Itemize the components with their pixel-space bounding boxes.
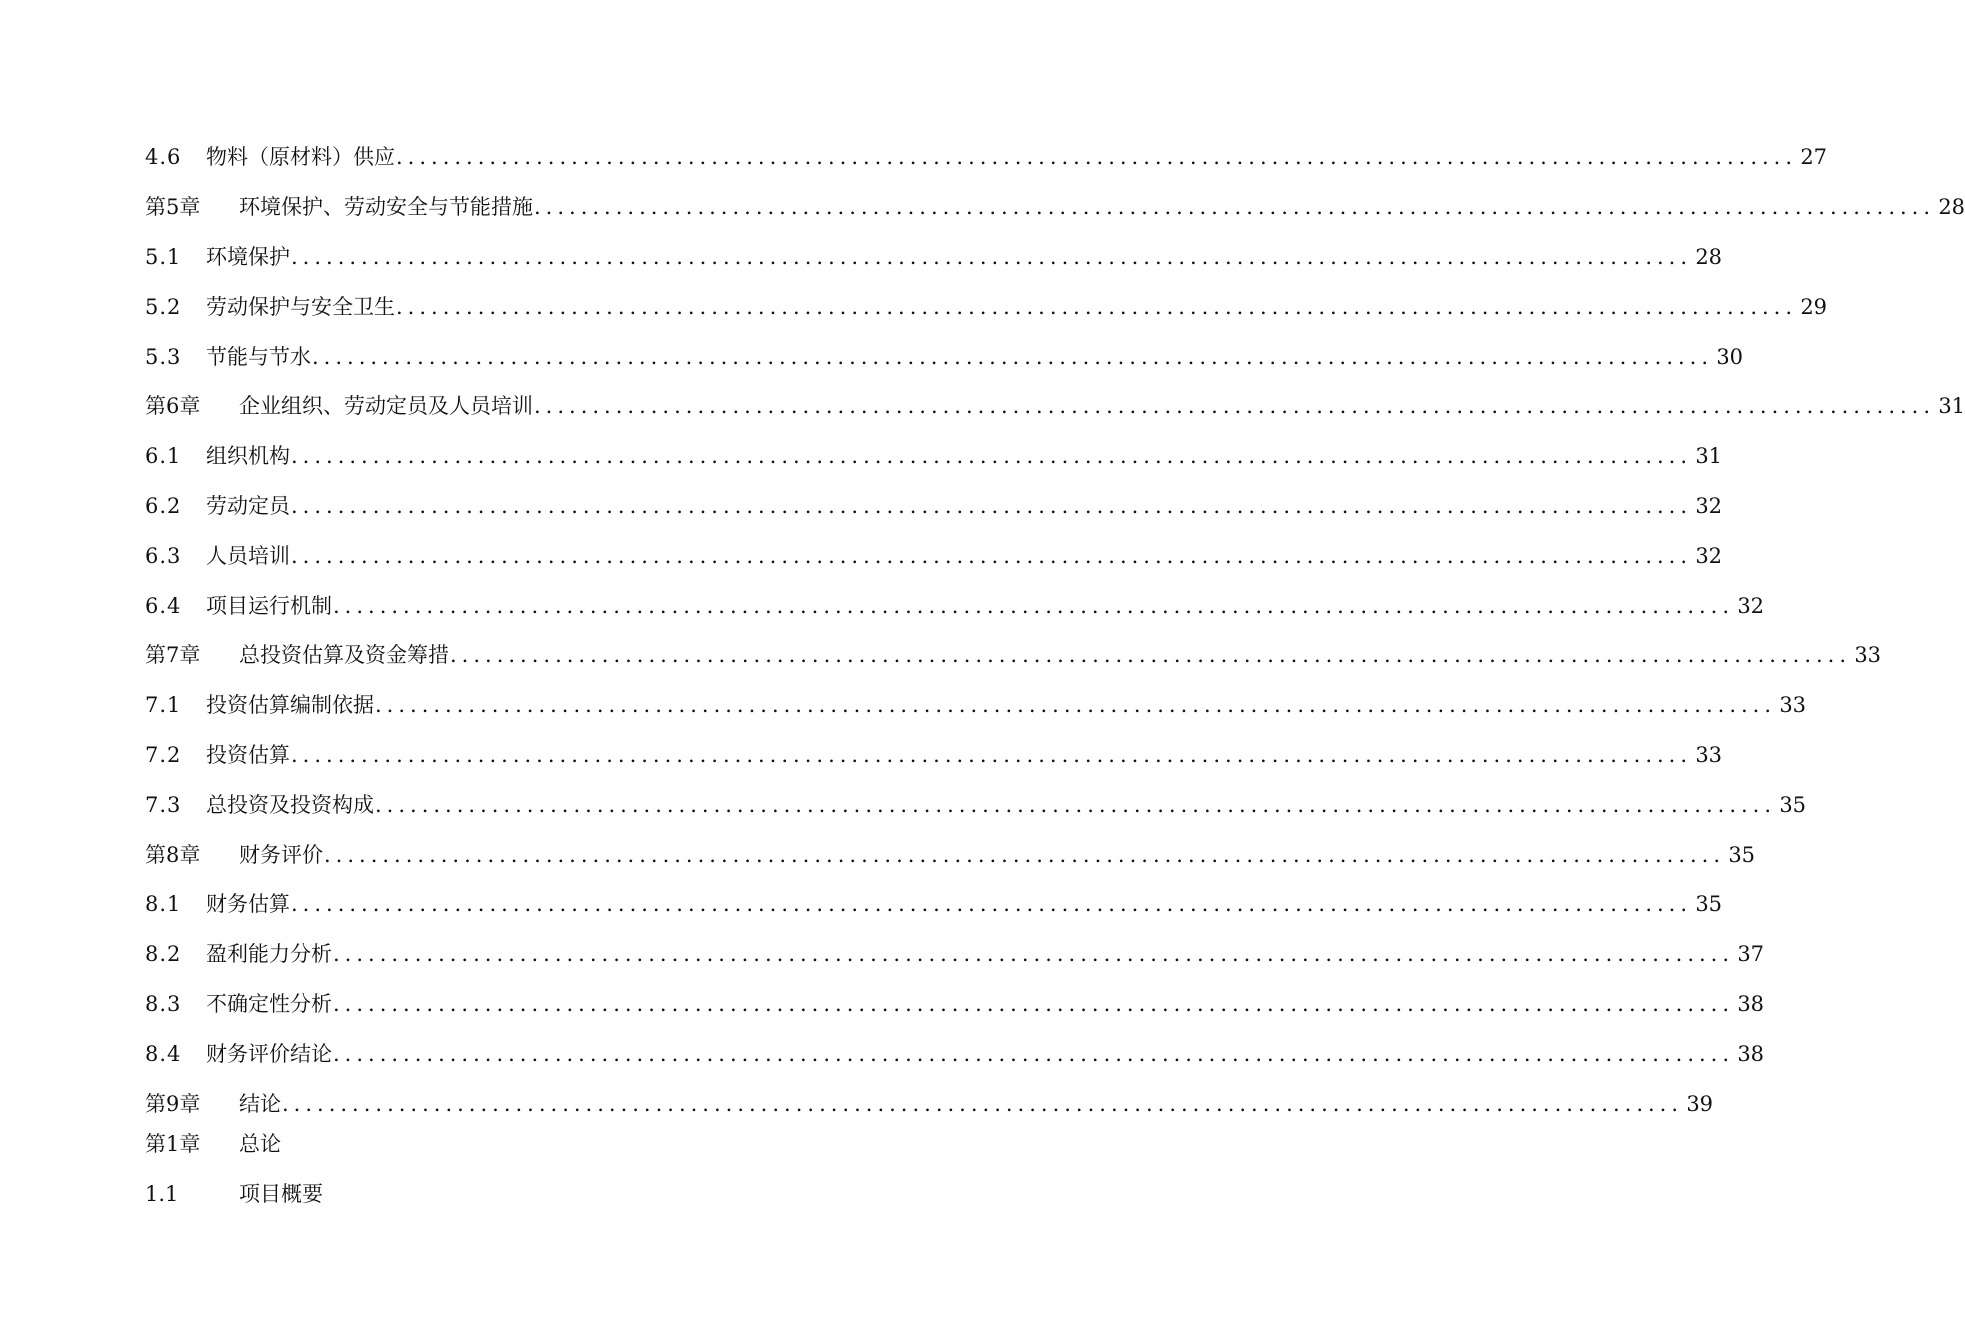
toc-entry-page-number: 35 (1779, 792, 1807, 817)
toc-entry-page-number: 33 (1695, 742, 1723, 767)
toc-entry-page-number: 32 (1695, 543, 1723, 568)
toc-chapter-entry[interactable] (145, 1079, 1714, 1129)
toc-section-entry[interactable] (145, 930, 1765, 980)
toc-entry-page-number: 28 (1695, 244, 1723, 269)
toc-entry-page-number: 37 (1737, 942, 1765, 967)
toc-entry-title: 投资估算编制依据 (206, 693, 374, 718)
toc-entry-title: 财务估算 (206, 892, 290, 917)
toc-dot-leader: ........................................................................................................................ (291, 742, 1693, 767)
toc-entry-page-number: 35 (1728, 842, 1756, 867)
toc-entry-page-number: 31 (1695, 444, 1723, 469)
toc-entry-page-number: 29 (1800, 294, 1828, 319)
chapter-heading-number: 第1章 (145, 1132, 201, 1156)
toc-dot-leader: ........................................................................................................................ (333, 942, 1735, 967)
toc-dot-leader: ........................................................................................................................ (333, 991, 1735, 1016)
toc-section-entry[interactable] (145, 282, 1828, 332)
toc-section-entry[interactable] (145, 880, 1723, 930)
toc-section-entry[interactable] (145, 780, 1807, 830)
toc-entry-number: 8.4 (145, 1041, 182, 1066)
toc-dot-leader: ........................................................................................................................ (291, 892, 1693, 917)
toc-dot-leader: ........................................................................................................................ (396, 294, 1798, 319)
toc-entry-number: 7.2 (145, 742, 182, 767)
toc-entry-number: 6.3 (145, 543, 182, 568)
toc-dot-leader: ........................................................................................................................ (312, 344, 1714, 369)
toc-dot-leader: ........................................................................................................................ (324, 842, 1726, 867)
toc-dot-leader: ........................................................................................................................ (291, 493, 1693, 518)
toc-entry-page-number: 28 (1938, 195, 1965, 220)
toc-dot-leader: ........................................................................................................................ (291, 543, 1693, 568)
toc-entry-number: 第8章 (145, 842, 201, 867)
chapter-heading-title: 总论 (239, 1132, 281, 1156)
toc-entry-number: 5.2 (145, 294, 182, 319)
toc-entry-page-number: 32 (1695, 493, 1723, 518)
toc-entry-title: 投资估算 (206, 742, 290, 767)
toc-entry-page-number: 39 (1686, 1091, 1714, 1116)
toc-entry-number: 第6章 (145, 394, 201, 419)
toc-entry-page-number: 31 (1938, 394, 1965, 419)
chapter-heading (145, 1134, 281, 1155)
toc-section-entry[interactable] (145, 233, 1723, 283)
toc-entry-title: 组织机构 (206, 444, 290, 469)
toc-section-entry[interactable] (145, 332, 1744, 382)
table-of-contents (145, 133, 1965, 1129)
toc-entry-page-number: 35 (1695, 892, 1723, 917)
toc-dot-leader: ........................................................................................................................ (291, 444, 1693, 469)
toc-entry-title: 环境保护、劳动安全与节能措施 (239, 195, 533, 220)
toc-chapter-entry[interactable] (145, 830, 1756, 880)
toc-section-entry[interactable] (145, 581, 1765, 631)
toc-entry-title: 不确定性分析 (206, 991, 332, 1016)
toc-entry-title: 企业组织、劳动定员及人员培训 (239, 394, 533, 419)
toc-entry-number: 4.6 (145, 145, 182, 170)
toc-dot-leader: ........................................................................................................................ (534, 195, 1936, 220)
toc-entry-title: 财务评价 (239, 842, 323, 867)
toc-entry-page-number: 27 (1800, 145, 1828, 170)
toc-entry-title: 环境保护 (206, 244, 290, 269)
toc-section-entry[interactable] (145, 980, 1765, 1030)
toc-dot-leader: ........................................................................................................................ (375, 693, 1777, 718)
toc-entry-title: 人员培训 (206, 543, 290, 568)
toc-entry-title: 项目运行机制 (206, 593, 332, 618)
toc-entry-title: 结论 (239, 1091, 281, 1116)
toc-entry-title: 总投资及投资构成 (206, 792, 374, 817)
toc-chapter-entry[interactable] (145, 183, 1965, 233)
toc-section-entry[interactable] (145, 731, 1723, 781)
toc-section-entry[interactable] (145, 482, 1723, 532)
toc-dot-leader: ........................................................................................................................ (282, 1091, 1684, 1116)
toc-entry-number: 5.1 (145, 244, 182, 269)
toc-dot-leader: ........................................................................................................................ (333, 593, 1735, 618)
toc-entry-page-number: 33 (1779, 693, 1807, 718)
toc-section-entry[interactable] (145, 432, 1723, 482)
toc-entry-title: 物料（原材料）供应 (206, 145, 395, 170)
toc-section-entry[interactable] (145, 681, 1807, 731)
section-heading-number: 1.1 (145, 1182, 179, 1206)
toc-entry-number: 6.1 (145, 444, 182, 469)
toc-entry-page-number: 38 (1737, 991, 1765, 1016)
toc-entry-title: 盈利能力分析 (206, 942, 332, 967)
toc-dot-leader: ........................................................................................................................ (333, 1041, 1735, 1066)
toc-section-entry[interactable] (145, 1029, 1765, 1079)
toc-entry-number: 6.2 (145, 493, 182, 518)
toc-dot-leader: ........................................................................................................................ (534, 394, 1936, 419)
toc-entry-title: 劳动保护与安全卫生 (206, 294, 395, 319)
toc-entry-title: 总投资估算及资金筹措 (239, 643, 449, 668)
toc-entry-title: 劳动定员 (206, 493, 290, 518)
toc-entry-page-number: 33 (1854, 643, 1882, 668)
toc-entry-number: 8.1 (145, 892, 182, 917)
toc-dot-leader: ........................................................................................................................ (450, 643, 1852, 668)
section-heading (145, 1184, 323, 1205)
toc-entry-number: 8.2 (145, 942, 182, 967)
toc-entry-page-number: 32 (1737, 593, 1765, 618)
toc-entry-number: 5.3 (145, 344, 182, 369)
toc-chapter-entry[interactable] (145, 382, 1965, 432)
toc-entry-page-number: 30 (1716, 344, 1744, 369)
toc-entry-number: 7.3 (145, 792, 182, 817)
toc-entry-number: 第9章 (145, 1091, 201, 1116)
toc-entry-title: 节能与节水 (206, 344, 311, 369)
toc-entry-number: 8.3 (145, 991, 182, 1016)
toc-entry-number: 7.1 (145, 693, 182, 718)
toc-entry-page-number: 38 (1737, 1041, 1765, 1066)
section-heading-title: 项目概要 (239, 1182, 323, 1206)
toc-entry-number: 第7章 (145, 643, 201, 668)
toc-entry-number: 第5章 (145, 195, 201, 220)
toc-section-entry[interactable] (145, 133, 1828, 183)
toc-dot-leader: ........................................................................................................................ (291, 244, 1693, 269)
toc-chapter-entry[interactable] (145, 631, 1882, 681)
toc-entry-number: 6.4 (145, 593, 182, 618)
toc-entry-title: 财务评价结论 (206, 1041, 332, 1066)
toc-dot-leader: ........................................................................................................................ (396, 145, 1798, 170)
toc-dot-leader: ........................................................................................................................ (375, 792, 1777, 817)
toc-section-entry[interactable] (145, 531, 1723, 581)
